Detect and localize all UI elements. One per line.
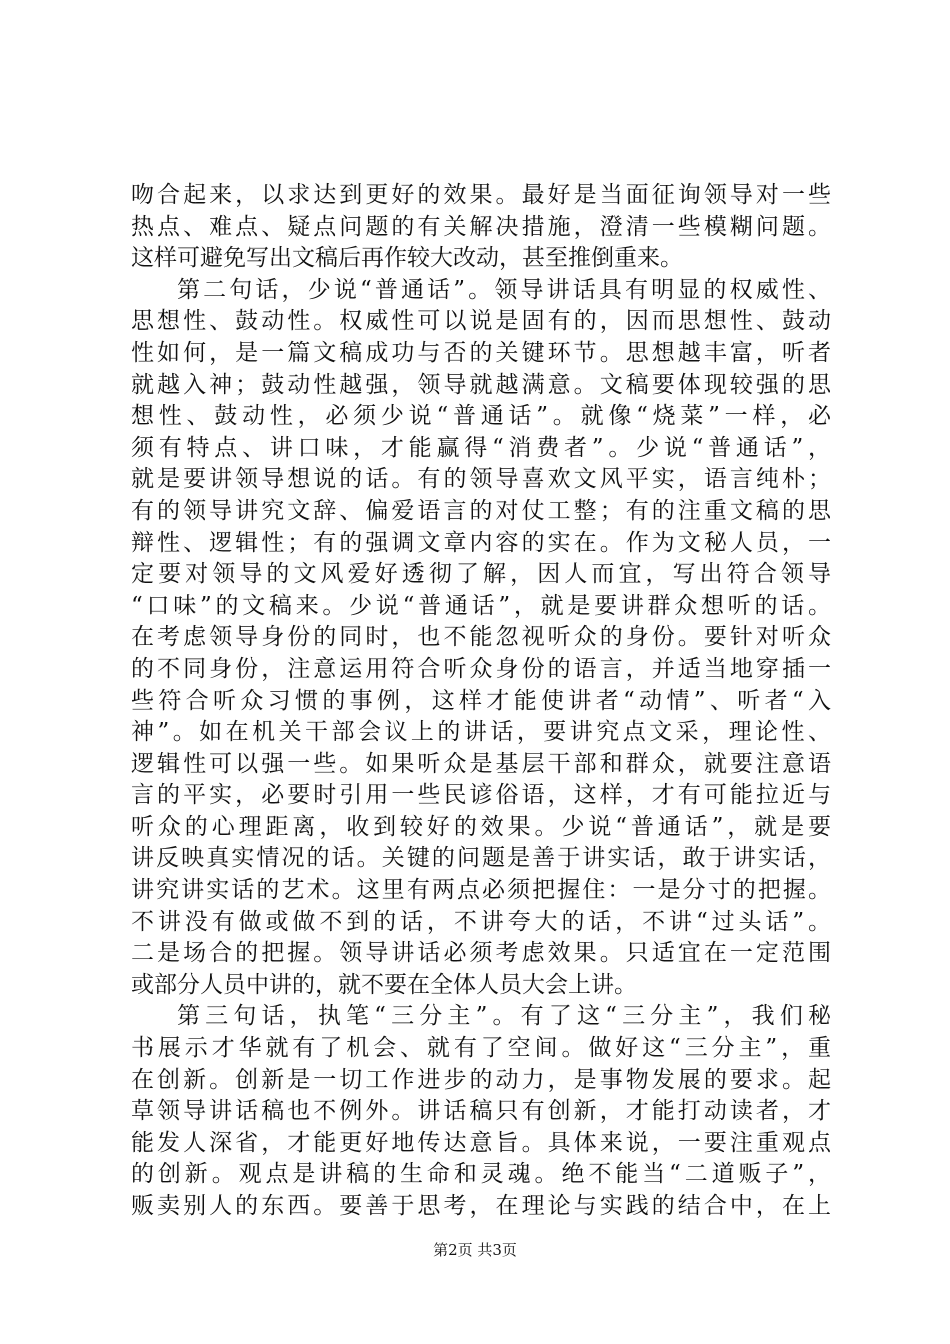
text-line: 就是要讲领导想说的话。有的领导喜欢文风平实，语言纯朴； [131, 466, 831, 493]
text-line: 言的平实，必要时引用一些民谚俗语，这样，才有可能拉近与 [131, 782, 831, 809]
page-footer: 第2页 共3页 [433, 1241, 517, 1259]
text-line: 草领导讲话稿也不例外。讲话稿只有创新，才能打动读者，才 [131, 1098, 831, 1125]
text-line: 在考虑领导身份的同时，也不能忽视听众的身份。要针对听众 [131, 624, 831, 651]
text-line: 有的领导讲究文辞、偏爱语言的对仗工整；有的注重文稿的思 [131, 497, 831, 524]
text-line: 这样可避免写出文稿后再作较大改动，甚至推倒重来。 [131, 245, 683, 272]
text-line: 不讲没有做或做不到的话，不讲夸大的话，不讲“过头话”。 [131, 908, 831, 935]
text-line: 神”。如在机关干部会议上的讲话，要讲究点文采，理论性、 [131, 719, 831, 746]
text-line: 第二句话，少说“普通话”。领导讲话具有明显的权威性、 [177, 276, 831, 303]
text-line: 讲反映真实情况的话。关键的问题是善于讲实话，敢于讲实话， [131, 845, 831, 872]
text-line: 书展示才华就有了机会、就有了空间。做好这“三分主”，重 [131, 1035, 831, 1062]
text-line: 须有特点、讲口味，才能赢得“消费者”。少说“普通话”， [131, 434, 831, 461]
text-line: 定要对领导的文风爱好透彻了解，因人而宜，写出符合领导 [131, 561, 831, 588]
text-line: 贩卖别人的东西。要善于思考，在理论与实践的结合中，在上 [131, 1193, 831, 1219]
text-line: 性如何，是一篇文稿成功与否的关键环节。思想越丰富，听者 [131, 339, 831, 366]
text-line: 热点、难点、疑点问题的有关解决措施，澄清一些模糊问题。 [131, 213, 831, 240]
text-line: 吻合起来，以求达到更好的效果。最好是当面征询领导对一些 [131, 182, 831, 208]
text-line: 些符合听众习惯的事例，这样才能使讲者“动情”、听者“入 [131, 687, 831, 714]
text-line: 思想性、鼓动性。权威性可以说是固有的，因而思想性、鼓动 [131, 308, 831, 335]
text-line: 的创新。观点是讲稿的生命和灵魂。绝不能当“二道贩子”， [131, 1161, 831, 1188]
text-line: 逻辑性可以强一些。如果听众是基层干部和群众，就要注意语 [131, 750, 831, 777]
text-line: 听众的心理距离，收到较好的效果。少说“普通话”，就是要 [131, 813, 831, 840]
text-line: 想性、鼓动性，必须少说“普通话”。就像“烧菜”一样，必 [131, 403, 831, 430]
text-line: 的不同身份，注意运用符合听众身份的语言，并适当地穿插一 [131, 655, 831, 682]
text-line: “口味”的文稿来。少说“普通话”，就是要讲群众想听的话。 [131, 592, 831, 619]
text-line: 在创新。创新是一切工作进步的动力，是事物发展的要求。起 [131, 1066, 831, 1093]
text-line: 二是场合的把握。领导讲话必须考虑效果。只适宜在一定范围 [131, 940, 831, 967]
body-text [131, 180, 831, 1223]
text-line: 第三句话，执笔“三分主”。有了这“三分主”，我们秘 [177, 1003, 831, 1030]
text-line: 或部分人员中讲的，就不要在全体人员大会上讲。 [131, 971, 637, 998]
text-line: 辩性、逻辑性；有的强调文章内容的实在。作为文秘人员，一 [131, 529, 831, 556]
text-line: 能发人深省，才能更好地传达意旨。具体来说，一要注重观点 [131, 1129, 831, 1156]
text-line: 讲究讲实话的艺术。这里有两点必须把握住：一是分寸的把握。 [131, 877, 831, 904]
text-line: 就越入神；鼓动性越强，领导就越满意。文稿要体现较强的思 [131, 371, 831, 398]
